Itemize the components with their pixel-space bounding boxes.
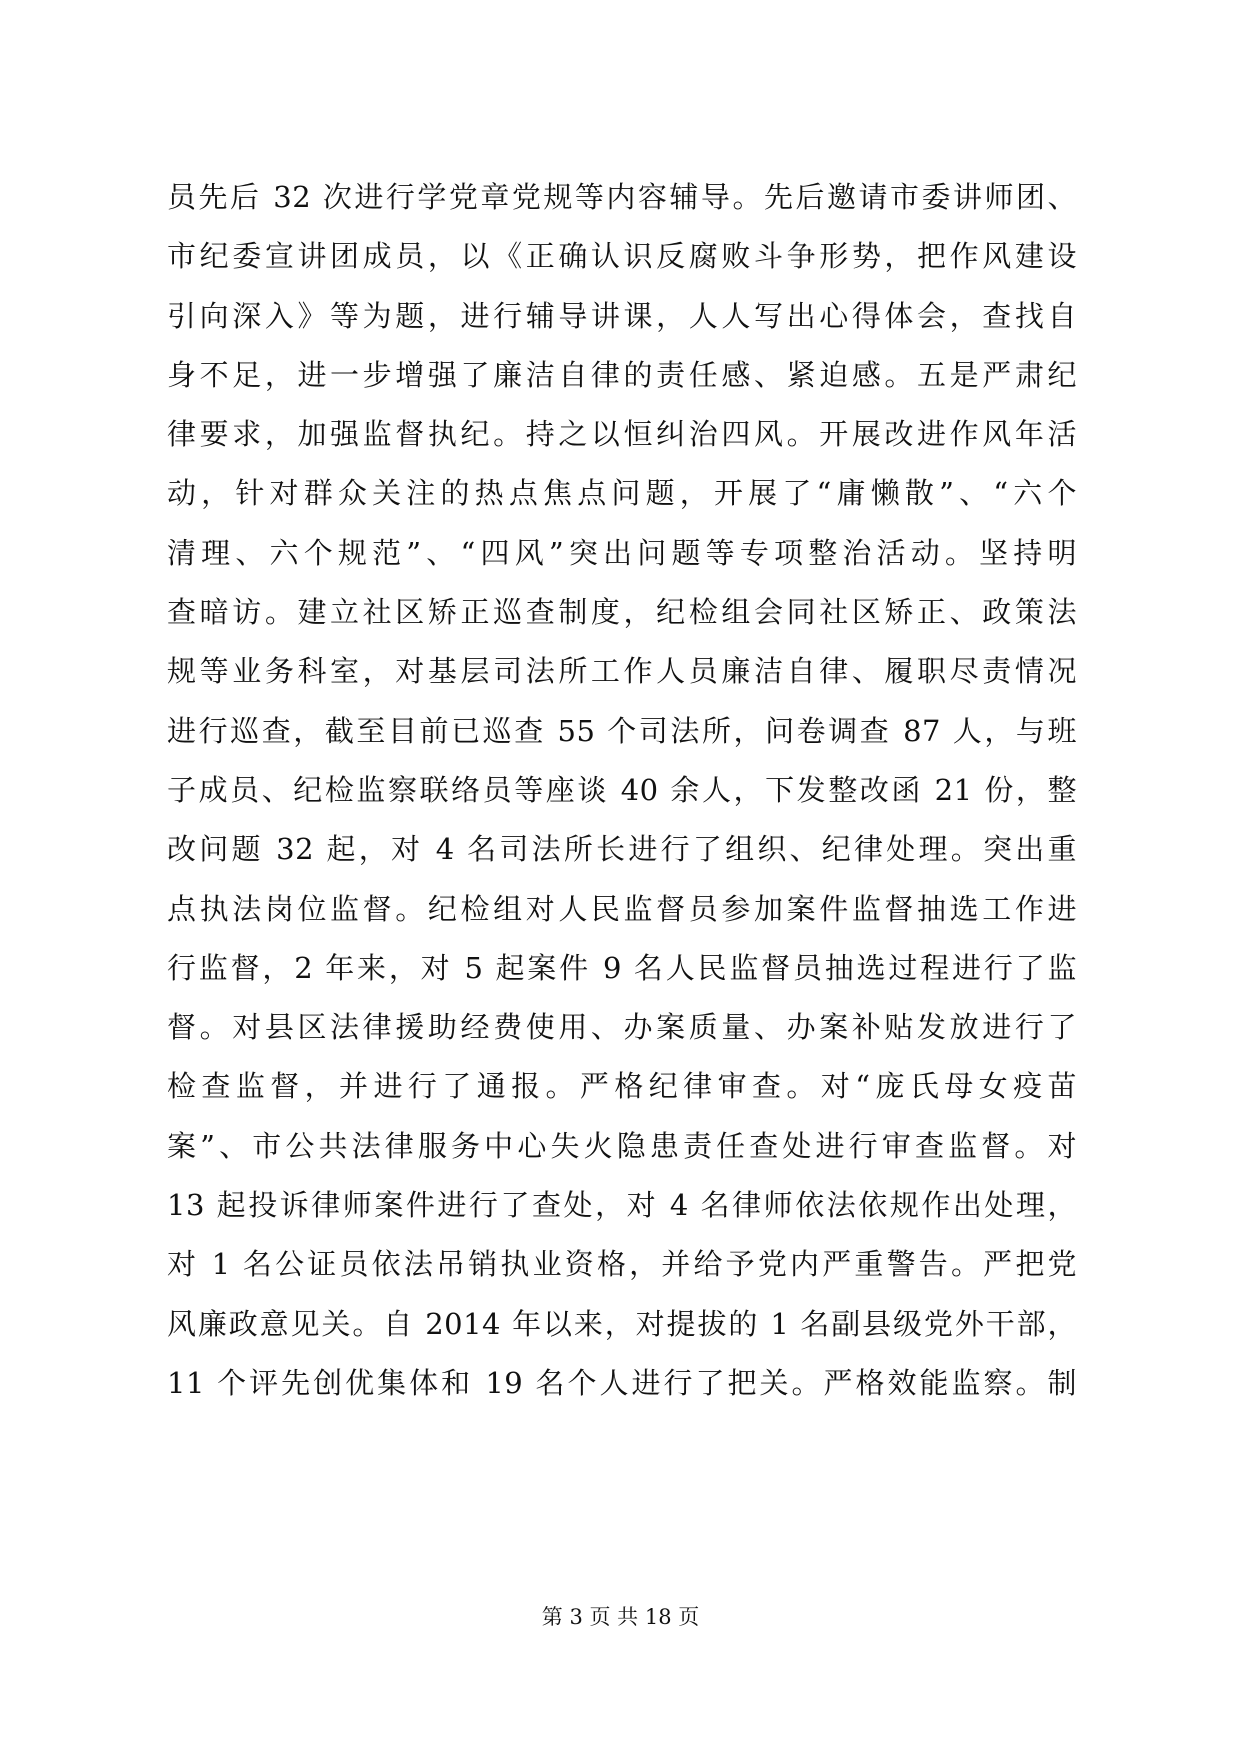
text-line: 检查监督，并进行了通报。严格纪律审查。对“庞氏母女疫苗	[167, 1069, 1077, 1104]
text-line: 行监督，2 年来，对 5 起案件 9 名人民监督员抽选过程进行了监	[167, 950, 1077, 985]
text-line: 改问题 32 起，对 4 名司法所长进行了组织、纪律处理。突出重	[167, 832, 1077, 867]
text-line: 引向深入》等为题，进行辅导讲课，人人写出心得体会，查找自	[167, 298, 1077, 333]
text-line: 规等业务科室，对基层司法所工作人员廉洁自律、履职尽责情况	[167, 654, 1077, 689]
text-line: 清理、六个规范”、“四风”突出问题等专项整治活动。坚持明	[167, 535, 1077, 570]
text-line: 员先后 32 次进行学党章党规等内容辅导。先后邀请市委讲师团、	[167, 180, 1077, 214]
text-line: 点执法岗位监督。纪检组对人民监督员参加案件监督抽选工作进	[167, 891, 1077, 926]
text-line: 对 1 名公证员依法吊销执业资格，并给予党内严重警告。严把党	[167, 1247, 1077, 1282]
text-line: 案”、市公共法律服务中心失火隐患责任查处进行审查监督。对	[167, 1128, 1077, 1163]
text-line: 11 个评先创优集体和 19 名个人进行了把关。严格效能监察。制	[167, 1365, 1077, 1400]
text-line: 律要求，加强监督执纪。持之以恒纠治四风。开展改进作风年活	[167, 417, 1077, 452]
text-line: 市纪委宣讲团成员，以《正确认识反腐败斗争形势，把作风建设	[167, 239, 1077, 274]
text-line: 进行巡查，截至目前已巡查 55 个司法所，问卷调查 87 人，与班	[167, 713, 1077, 748]
text-line: 动，针对群众关注的热点焦点问题，开展了“庸懒散”、“六个	[167, 476, 1077, 511]
text-line: 风廉政意见关。自 2014 年以来，对提拔的 1 名副县级党外干部，	[167, 1306, 1077, 1341]
text-line: 子成员、纪检监察联络员等座谈 40 余人，下发整改函 21 份，整	[167, 772, 1077, 807]
page-number-footer: 第 3 页 共 18 页	[541, 1605, 700, 1629]
body-text	[167, 168, 1077, 1413]
text-line: 督。对县区法律援助经费使用、办案质量、办案补贴发放进行了	[167, 1010, 1077, 1045]
text-line: 身不足，进一步增强了廉洁自律的责任感、紧迫感。五是严肃纪	[167, 357, 1077, 392]
text-line: 13 起投诉律师案件进行了查处，对 4 名律师依法依规作出处理，	[167, 1188, 1077, 1223]
text-line: 查暗访。建立社区矫正巡查制度，纪检组会同社区矫正、政策法	[167, 595, 1077, 630]
